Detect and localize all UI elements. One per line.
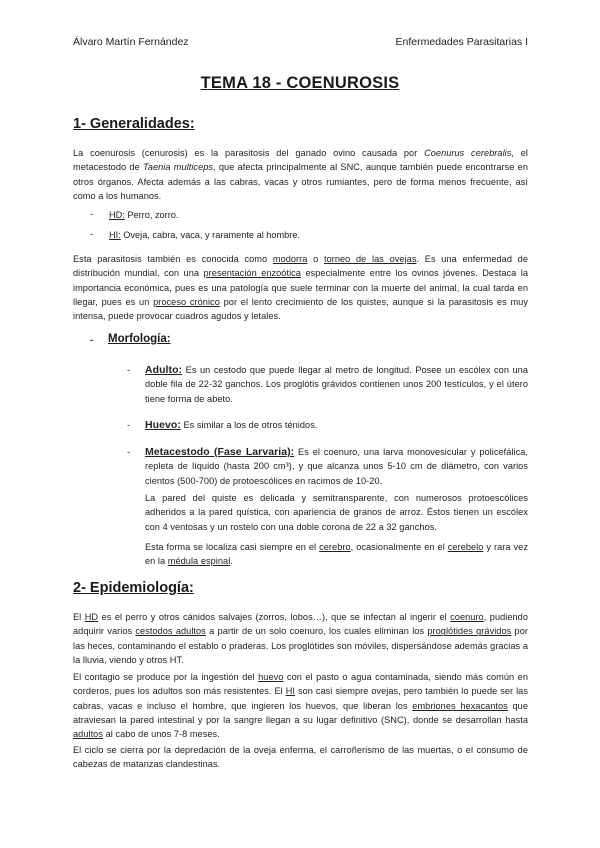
paragraph-hd (73, 610, 528, 667)
paragraph-ciclo: El ciclo se cierra por la depredación de la oveja enferma, el carroñerismo de las muertas, o el consumo de cabezas de matanzas clandestinas. (73, 745, 528, 770)
term: huevo (258, 672, 284, 682)
list-item-label: HI: (109, 230, 121, 240)
term: cerebro (319, 542, 351, 552)
term: cestodos adultos (135, 626, 206, 637)
text-run: . Es una enfermedad de distribución mundial, con una (73, 254, 528, 279)
text-run: o (307, 254, 324, 264)
page-title: TEMA 18 - COENUROSIS (200, 74, 400, 92)
text-run: , que afecta principalmente al SNC, aunque también puede encontrarse en otros órganos. Afecta además a las cabras, vacas y otros rumiantes, pero de forma menos frecuente, así como a los humanos. (73, 162, 529, 201)
item-label: Metacestodo (Fase Larvaria): (145, 446, 295, 458)
text-run: por el lento crecimiento de los quistes, aunque si la parasitosis es muy intensa, puede provocar cuadros agudos y letales. (73, 296, 528, 322)
term: torneo de las ovejas (323, 254, 417, 264)
term: presentación enzoótica (203, 268, 301, 279)
term: HI (285, 686, 295, 697)
text-run: con el pasto o agua contaminada, siendo más común en corderos, pues los adultos son más resistentes. El (73, 672, 528, 697)
text-run: por las heces, contaminando el establo o praderas. Los proglótides son móviles, dispersándose además gracias a la lluvia, viendo y otros HT. (73, 626, 528, 665)
item-label: Huevo: (145, 419, 181, 431)
text-run: al cabo de unos 7-8 meses. (102, 729, 220, 740)
species-name: Coenurus cerebralis (424, 148, 512, 158)
text-run: que atraviesan la pared intestinal y por la sangre llegan a su lugar definitivo (SNC), donde se desarrollan hasta (73, 700, 528, 725)
list-item-text: Oveja, cabra, vaca, y raramente al hombre. (120, 230, 300, 240)
text-run: es el perro y otros cánidos salvajes (zorros, lobos…), que se infectan al ingerir el (98, 612, 451, 622)
term: cerebelo (447, 542, 484, 552)
paragraph-pared-quiste: La pared del quiste es delicada y semitransparente, con numerosos protoescólices adheridos a la pared quística, con apariencia de granos de arroz. Éstos tienen un escólex con 4 ventosas y un rostelo con una doble corona de 22 a 32 ganchos. (145, 493, 528, 532)
text-run: Esta parasitosis también es conocida como (73, 254, 273, 264)
list-item-text: Perro, zorro. (124, 210, 179, 220)
term: adultos (73, 729, 103, 740)
text-run: , ocasionalmente en el (350, 542, 448, 552)
text-run: El contagio se produce por la ingestión del (73, 672, 259, 682)
text-run: La coenurosis (cenurosis) es la parasitosis del ganado ovino causada por (73, 148, 425, 158)
paragraph-intro (73, 146, 528, 203)
list-item-hi (109, 228, 300, 242)
item-text: Es similar a los de otros ténidos. (180, 420, 318, 430)
paragraph-localizacion (145, 540, 528, 569)
header-subject: Enfermedades Parasitarias I (395, 36, 528, 48)
item-text: Es el coenuro, una larva monovesicular y policefálica, repleta de líquido (hasta 200 cm³), y que alcanza unos 5-10 cm de diámetro, con varios cientos (500-700) de protoescólices en racimos de 10-20. (145, 447, 528, 486)
header-author: Álvaro Martín Fernández (73, 36, 189, 48)
list-item-label: HD: (109, 210, 125, 220)
text-run: a partir de un solo coenuro, los cuales eliminan los (205, 626, 428, 637)
section-heading-epidemiologia: 2- Epidemiología: (73, 580, 194, 596)
text-run: y rara vez en la (145, 542, 528, 567)
item-metacestodo (145, 445, 528, 488)
paragraph-modorra (73, 252, 528, 323)
item-adulto (145, 363, 528, 406)
text-run: , pudiendo adquirir varios (73, 612, 528, 637)
term: proceso crónico (153, 296, 220, 307)
bullet-dash: - (90, 229, 94, 240)
bullet-dash: - (127, 420, 131, 431)
paragraph-contagio (73, 670, 528, 741)
item-label: Adulto: (145, 364, 183, 376)
text-run: , el metacestodo de (73, 148, 528, 173)
term: coenuro (450, 612, 484, 622)
text-run: El (73, 612, 85, 622)
item-text: Es un cestodo que puede llegar al metro de longitud. Posee un escólex con una doble fila de 22-32 ganchos. Los proglótis grávidos contienen unos 200 testículos, y el útero tiene forma de abeto. (145, 365, 528, 404)
subsection-heading-morfologia: Morfología: (108, 333, 171, 345)
text-run: . (230, 556, 233, 567)
term: HD (84, 612, 99, 622)
term: proglótides grávidos (427, 626, 512, 637)
item-huevo (145, 418, 528, 432)
term: modorra (272, 254, 308, 264)
term: médula espinal (167, 556, 231, 567)
bullet-dash: - (90, 209, 94, 220)
text-run: Esta forma se localiza casi siempre en el (145, 542, 320, 552)
species-name: Taenia multiceps (142, 162, 214, 173)
section-heading-generalidades: 1- Generalidades: (73, 116, 195, 132)
list-item-hd (109, 208, 178, 222)
bullet-dash: - (90, 335, 94, 346)
text-run: son casi siempre ovejas, pero también lo puede ser las cabras, vacas e incluso el hombre, que ingieren los huevos, que liberan los (73, 686, 528, 711)
bullet-dash: - (127, 447, 131, 458)
text-run: especialmente entre los ovinos jóvenes. Destaca la importancia económica, pues es una patología que suele terminar con la muerte del animal, la cual tarda en llegar, pues es un (73, 268, 529, 307)
term: embriones hexacantos (412, 700, 508, 711)
bullet-dash: - (127, 365, 131, 376)
